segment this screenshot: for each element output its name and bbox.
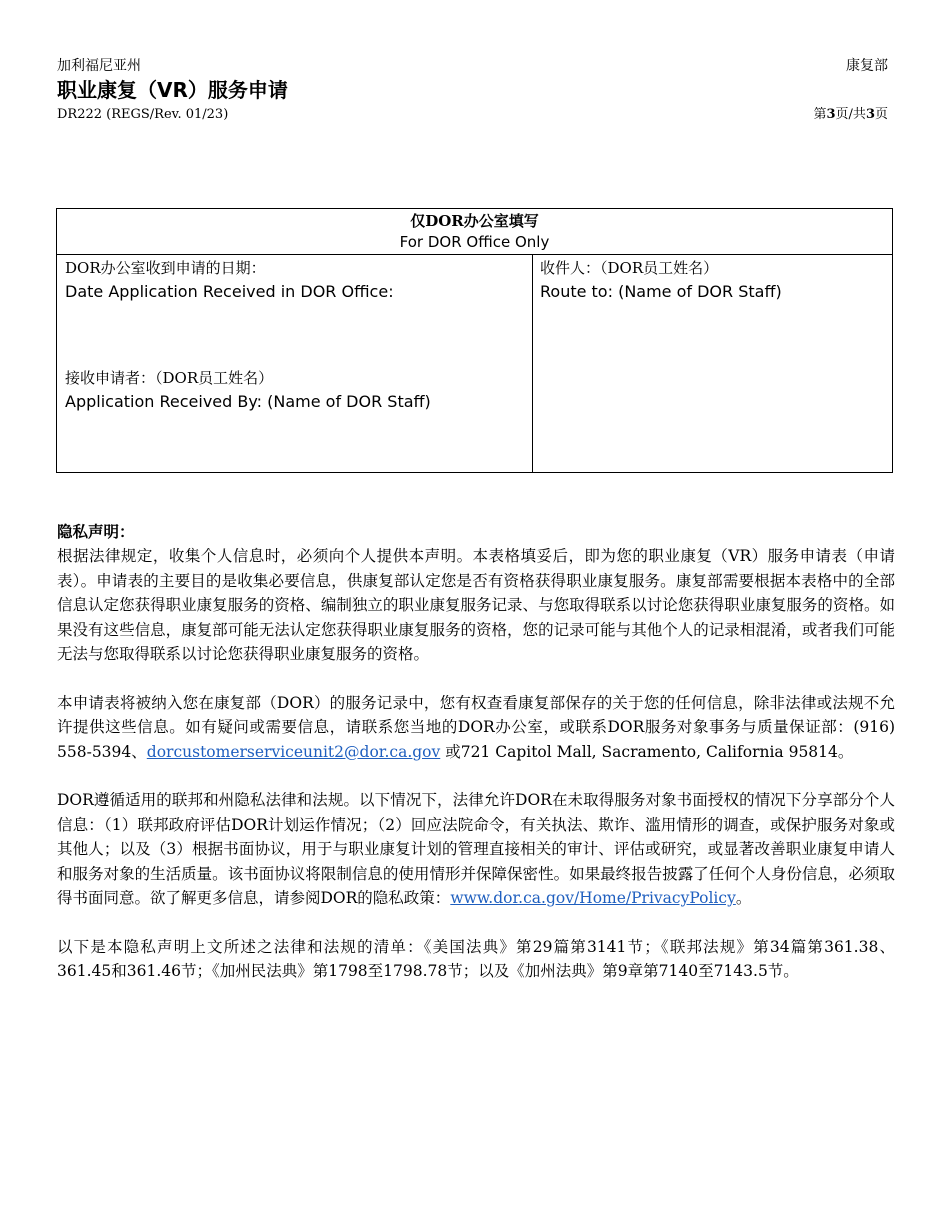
office-use-box xyxy=(56,208,893,473)
form-number: DR222 (REGS/Rev. 01/23) xyxy=(57,107,229,122)
page-title: 职业康复（VR）服务申请 xyxy=(57,78,288,102)
privacy-policy-link[interactable]: www.dor.ca.gov/Home/PrivacyPolicy xyxy=(450,889,736,907)
page-number: 第3页/共3页 xyxy=(813,107,888,122)
current-page: 3 xyxy=(826,107,836,122)
privacy-paragraph-2: 本申请表将被纳入您在康复部（DOR）的服务记录中，您有权查看康复部保存的关于您的任何信息，除非法律或法规不允许提供这些信息。如有疑问或需要信息，请联系您当地的DOR办公室，或联系DOR服务对象事务与质量保证部：(916) 558-5394、dorcustomerserviceunit2@dor.ca.gov 或721 Capitol Mall, Sacramento, California 95814。 xyxy=(57,693,895,761)
privacy-paragraph-1: 根据法律规定，收集个人信息时，必须向个人提供本声明。本表格填妥后，即为您的职业康复（VR）服务申请表（申请表）。申请表的主要目的是收集必要信息，供康复部认定您是否有资格获得职业康复服务。康复部需要根据本表格中的全部信息认定您获得职业康复服务的资格、编制独立的职业康复服务记录、与您取得联系以讨论您获得职业康复服务的资格。如果没有这些信息，康复部可能无法认定您获得职业康复服务的资格，您的记录可能与其他个人的记录相混淆，或者我们可能无法与您取得联系以讨论您获得职业康复服务的资格。 xyxy=(57,547,895,663)
office-box-title-zh: 仅DOR办公室填写 xyxy=(410,212,539,230)
date-received-field: DOR办公室收到申请的日期： Date Application Received in DOR Office: xyxy=(65,259,394,301)
office-box-right-cell[interactable] xyxy=(532,255,892,472)
state-name: 加利福尼亚州 xyxy=(57,58,141,74)
customer-service-email-link[interactable]: dorcustomerserviceunit2@dor.ca.gov xyxy=(146,742,441,761)
department-name: 康复部 xyxy=(846,58,888,74)
privacy-heading: 隐私声明： xyxy=(57,522,135,541)
total-pages: 3 xyxy=(865,107,875,122)
office-box-title-en: For DOR Office Only xyxy=(399,233,550,251)
privacy-paragraph-3: DOR遵循适用的联邦和州隐私法律和法规。以下情况下，法律允许DOR在未取得服务对象书面授权的情况下分享部分个人信息：（1）联邦政府评估DOR计划运作情况；（2）回应法院命令，有关执法、欺诈、滥用情形的调查，或保护服务对象或其他人；以及（3）根据书面协议，用于与职业康复计划的管理直接相关的审计、评估或研究，或显著改善职业康复申请人和服务对象的生活质量。该书面协议将限制信息的使用情形并保障保密性。如果最终报告披露了任何个人身份信息，必须取得书面同意。欲了解更多信息，请参阅DOR的隐私政策：www.dor.ca.gov/Home/PrivacyPolicy。 xyxy=(57,791,895,907)
office-box-left-cell[interactable] xyxy=(57,255,533,472)
privacy-notice xyxy=(57,520,895,1008)
privacy-paragraph-4: 以下是本隐私声明上文所述之法律和法规的清单：《美国法典》第29篇第3141节；《联邦法规》第34篇第361.38、361.45和361.46节；《加州民法典》第1798至1798.78节；以及《加州法典》第9章第7140至7143.5节。 xyxy=(57,937,895,980)
office-box-header xyxy=(57,209,892,255)
route-to-field: 收件人：（DOR员工姓名） Route to: (Name of DOR Staff) xyxy=(540,259,782,301)
received-by-field: 接收申请者：（DOR员工姓名） Application Received By: (Name of DOR Staff) xyxy=(65,369,431,411)
